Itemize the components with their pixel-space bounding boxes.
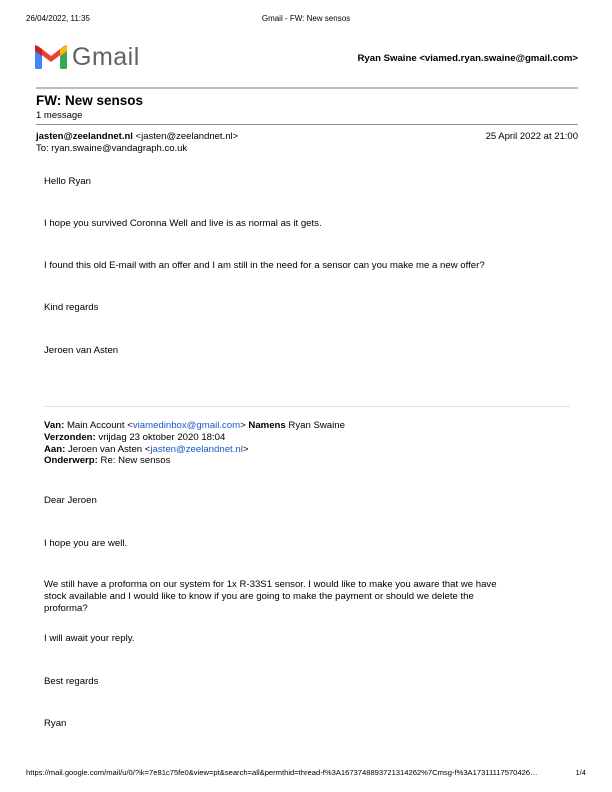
forward-signature: Ryan [44,718,67,729]
body-paragraph: I hope you survived Coronna Well and live is as normal as it gets. [44,218,322,229]
forward-to-link[interactable]: jasten@zeelandnet.nl [150,444,243,455]
print-datetime: 26/04/2022, 11:35 [26,14,90,23]
body-paragraph: I found this old E-mail with an offer and I am still in the need for a sensor can you make me a new offer? [44,260,485,271]
forward-subject: Onderwerp: Re: New sensos [44,455,171,466]
print-title: Gmail - FW: New sensos [261,14,351,23]
thread-subject: FW: New sensos [36,93,144,108]
forward-closing: Best regards [44,676,99,687]
forward-from: Van: Main Account <viamedinbox@gmail.com> Namens Ryan Swaine [44,420,345,431]
body-greeting: Hello Ryan [44,176,91,187]
forward-to: Aan: Jeroen van Asten <jasten@zeelandnet.nl> [44,444,249,455]
forward-divider [44,406,570,407]
print-url: https://mail.google.com/mail/u/0/?ik=7e81c75fe0&view=pt&search=all&permthid=thread-f%3A1673748893721314262%7Cmsg-f%3A17311117570426… [26,768,538,777]
recipient: To: ryan.swaine@vandagraph.co.uk [36,143,188,154]
forward-paragraph: I hope you are well. [44,538,128,549]
forward-sent: Verzonden: vrijdag 23 oktober 2020 18:04 [44,432,226,443]
body-closing: Kind regards [44,302,99,313]
forward-greeting: Dear Jeroen [44,495,97,506]
forward-paragraph: We still have a proforma on our system for 1x R-33S1 sensor. I would like to make you aware that we have stock available and I would like to know if you are going to make the payment or should we delete the proforma? [44,579,497,614]
forward-from-link[interactable]: viamedinbox@gmail.com [132,420,241,431]
account-email: Ryan Swaine <viamed.ryan.swaine@gmail.com> [357,53,578,64]
gmail-wordmark: Gmail [72,43,140,71]
sender-name: jasten@zeelandnet.nl [36,131,133,142]
message-count: 1 message [36,110,83,121]
header-divider [36,87,578,89]
sender [36,131,238,142]
page-number: 1/4 [575,768,586,777]
forward-paragraph: I will await your reply. [44,633,135,644]
thread-divider [36,124,578,125]
gmail-logo-icon [35,45,67,69]
message-date: 25 April 2022 at 21:00 [485,131,578,142]
body-signature: Jeroen van Asten [44,345,119,356]
sender-email: <jasten@zeelandnet.nl> [135,131,239,142]
